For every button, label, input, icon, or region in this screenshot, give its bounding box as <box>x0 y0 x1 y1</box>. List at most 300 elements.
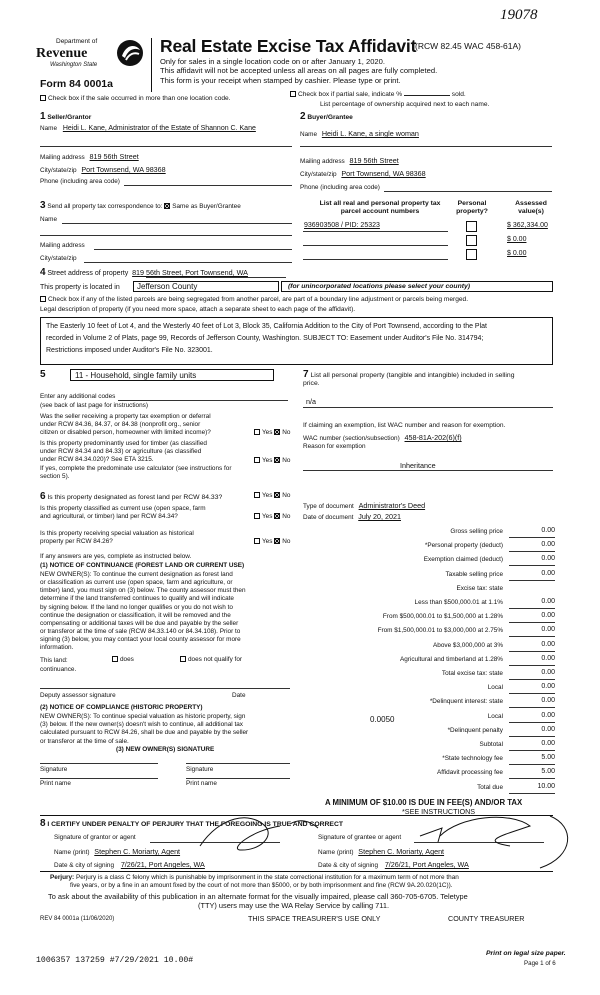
section-number: 8 <box>40 818 46 829</box>
cashier-stamp: 1006357 137259 #7/29/2021 10.00# <box>36 956 194 965</box>
label-line: List all personal property (tangible and intangible) included in selling <box>310 372 515 379</box>
section-number: 1 <box>40 111 46 122</box>
section-number: 4 <box>40 267 46 278</box>
print-name-line <box>40 778 158 779</box>
tax-row <box>265 727 555 737</box>
exemption-label: If claiming an exemption, list WAC number and reason for exemption. <box>303 422 506 429</box>
does-label: does <box>120 656 134 663</box>
yes-checkbox[interactable] <box>254 513 260 519</box>
question-line: Is this property predominantly used for timber (as classified <box>40 440 207 447</box>
page-number: Page 1 of 6 <box>524 960 556 967</box>
tax-row-underline <box>509 608 555 609</box>
county-select[interactable]: Jefferson County <box>133 281 279 292</box>
legal-paper-note: Print on legal size paper. <box>486 950 566 957</box>
street-value[interactable]: 819 56th Street, Port Townsend, WA <box>132 268 248 277</box>
tax-row <box>265 542 555 552</box>
print-name-label: Print name <box>186 780 217 787</box>
tax-row <box>265 642 555 652</box>
personal-header-line: property? <box>456 208 488 216</box>
tax-row-value[interactable]: 10.00 <box>537 782 555 790</box>
tax-row-label: Gross selling price <box>450 528 503 535</box>
seller-phone-row <box>40 178 120 186</box>
buyer-phone-row <box>300 184 380 192</box>
county-treasurer: COUNTY TREASURER <box>448 914 525 923</box>
tax-row-value[interactable]: 0.00 <box>541 541 555 549</box>
see-instructions: *SEE INSTRUCTIONS <box>402 807 476 816</box>
tax-row <box>265 556 555 566</box>
tax-row <box>265 698 555 708</box>
personal-property-value[interactable]: n/a <box>306 397 316 406</box>
buyer-name-value[interactable]: Heidi L. Kane, a single woman <box>321 129 419 138</box>
no-label: No <box>282 492 291 499</box>
does-check[interactable] <box>112 656 134 664</box>
notice-line: determine if the land transferred continues to qualify and will indicate <box>40 595 234 603</box>
parcel-number[interactable]: 936903508 / PID: 25323 <box>304 222 380 229</box>
tax-row-value[interactable]: 5.00 <box>541 754 555 762</box>
seller-mailing-value[interactable]: 819 56th Street <box>89 152 139 161</box>
codes-line <box>118 400 288 401</box>
logo-state: Washington State <box>50 62 98 68</box>
tax-row-value[interactable]: 0.00 <box>541 626 555 634</box>
tax-row-label: Less than $500,000.01 at 1.1% <box>414 599 503 606</box>
blank-line <box>40 146 292 147</box>
tax-row-value[interactable]: 0.00 <box>541 697 555 705</box>
logo-department: Department of <box>56 38 98 45</box>
county-note: (for unincorporated locations please select your county) <box>281 281 553 292</box>
assessed-header-line: Assessed <box>515 200 547 207</box>
this-land-label: This land: <box>40 657 68 664</box>
logo-name: Revenue <box>36 46 88 61</box>
buyer-name-row <box>300 129 419 139</box>
tax-row-underline <box>509 580 555 581</box>
phone-line <box>124 185 292 186</box>
buyer-heading <box>300 111 353 124</box>
yes-label: Yes <box>262 492 273 499</box>
grantor-name-row <box>54 847 180 857</box>
tax-row-label: From $1,500,000.01 to $3,000,000 at 2.75% <box>377 627 503 635</box>
legal-description[interactable] <box>40 317 553 365</box>
tax-row <box>265 755 555 765</box>
use-code-select[interactable]: 11 - Household, single family units <box>70 369 274 381</box>
rcw-reference: (RCW 82.45 WAC 458-61A) <box>415 41 521 51</box>
seller-name-row <box>40 125 290 134</box>
no-checkbox[interactable] <box>274 457 280 463</box>
perjury-rule <box>40 871 553 872</box>
question-line: citizen or disabled person, homeowner with limited income)? <box>40 429 211 436</box>
tax-row-underline <box>509 764 555 765</box>
tax-row-label: From $500,000.01 to $1,500,000 at 1.28% <box>382 613 503 621</box>
field-label: Date & city of signing <box>54 862 115 869</box>
no-label: No <box>282 513 291 520</box>
field-label: Phone (including area code) <box>300 184 380 191</box>
print-name-label: Print name <box>40 780 71 787</box>
section-number: 5 <box>40 369 46 380</box>
yes-checkbox[interactable] <box>254 429 260 435</box>
subtitle-line: This form is your receipt when stamped by cashier. Please type or print. <box>160 75 401 85</box>
parcel-header <box>302 200 458 217</box>
notice-line: or transferor at the time of sale. <box>40 737 129 745</box>
tax-row <box>265 571 555 581</box>
doc-date-row <box>303 512 401 522</box>
notice-line: or classification as current use (open space, farm and agriculture, or <box>40 579 233 587</box>
doc-date-value[interactable]: July 20, 2021 <box>358 512 401 521</box>
parcel-line <box>303 245 448 246</box>
yes-label: Yes <box>262 513 273 520</box>
notice-line: or transferor at the time of sale (RCW 84.33.140 or 84.34.108). Prior to <box>40 628 241 636</box>
tax-row-label: Agricultural and timberland at 1.28% <box>399 655 503 663</box>
personal-property-checkbox[interactable] <box>466 249 477 260</box>
section-number: 7 <box>303 369 309 380</box>
no-checkbox[interactable] <box>274 492 280 498</box>
partial-sold-label: sold. <box>451 91 466 98</box>
notice-line: continue the designation or classification, it will be removed and the <box>40 611 231 619</box>
checkbox[interactable] <box>40 296 46 302</box>
field-label: Name <box>40 216 58 223</box>
field-label: City/state/zip <box>40 255 77 262</box>
handwritten-number: 19078 <box>500 7 538 23</box>
located-label: This property is located in <box>40 284 120 291</box>
partial-pct-field[interactable] <box>404 95 450 96</box>
tax-row <box>265 670 555 680</box>
note-line: If yes, complete the predominate use calculator (see instructions for <box>40 465 232 472</box>
section-title: Buyer/Grantee <box>307 114 353 121</box>
same-as-buyer-label: Same as Buyer/Grantee <box>172 203 241 210</box>
grantor-name-value[interactable]: Stephen C. Moriarty, Agent <box>94 847 181 856</box>
partial-list-note: List percentage of ownership acquired next to each name. <box>320 101 490 108</box>
reason-value[interactable]: Inheritance <box>400 461 436 470</box>
deputy-line <box>40 688 290 689</box>
legal-line: The Easterly 10 feet of Lot 4, and the Westerly 40 feet of Lot 3, Block 35, California Addition to the City of Port Townsend, according to the Plat <box>46 323 487 330</box>
no-checkbox[interactable] <box>274 513 280 519</box>
partial-sale-label: Check box if partial sale, indicate % <box>298 91 403 98</box>
tax-row-label: Subtotal <box>479 741 503 748</box>
continuance-label: continuance. <box>40 666 77 673</box>
question-line: under RCW 84.36, 84.37, or 84.38 (nonprofit org., senior <box>40 421 201 428</box>
personal-property-checkbox[interactable] <box>466 221 477 232</box>
assessed-value[interactable]: $ 0.00 <box>507 236 527 243</box>
grantee-sig-label: Signature of grantee or agent <box>318 834 402 841</box>
tax-row-value[interactable]: 0.00 <box>541 740 555 747</box>
tax-row-underline <box>509 665 555 666</box>
legal-label: Legal description of property (if you need more space, attach a separate sheet to each page of the affidavit). <box>40 306 356 313</box>
question-line: Was the seller receiving a property tax exemption or deferral <box>40 413 211 420</box>
buyer-mailing-row <box>300 156 399 166</box>
multi-location-check[interactable] <box>40 95 231 103</box>
partial-sale-check[interactable] <box>290 91 466 99</box>
personal-property-checkbox[interactable] <box>466 235 477 246</box>
field-label: WAC number (section/subsection) <box>303 435 400 442</box>
tax-row-underline <box>509 551 555 552</box>
deputy-label: Deputy assessor signature <box>40 692 116 699</box>
tax-row-label: Taxable selling price <box>445 570 503 578</box>
accessibility-note-2: (TTY) users may use the WA Relay Service by calling 711. <box>198 901 389 910</box>
form-title: Real Estate Excise Tax Affidavit <box>160 36 417 56</box>
question-line: Is this property designated as forest land per RCW 84.33? <box>47 494 223 501</box>
field-label: Name (print) <box>318 849 354 856</box>
tax-row <box>265 528 555 538</box>
tax-row-value[interactable]: 0.00 <box>541 640 555 648</box>
field-label: Mailing address <box>40 154 85 161</box>
tax-row-value[interactable]: 0.00 <box>541 527 555 534</box>
tax-row-value[interactable]: 5.00 <box>541 768 555 776</box>
tax-row-label: Excise tax: state <box>456 584 503 592</box>
no-label: No <box>282 429 291 436</box>
legal-line: recorded in Volume 2 of Plats, page 99, Records of Jefferson County, Washington. SUBJECT TO: Easement under Auditor's File No. 314794; <box>46 334 484 342</box>
tax-row-underline <box>509 537 555 538</box>
question-line: under RCW 84.34.020)? See ETA 3215. <box>40 456 154 463</box>
buyer-city-value[interactable]: Port Townsend, WA 98368 <box>341 169 426 178</box>
field-label: City/state/zip <box>40 167 77 174</box>
tax-row-underline <box>509 736 555 737</box>
question-line: Is this property receiving special valuation as historical <box>40 530 194 537</box>
minimum-due: A MINIMUM OF $10.00 IS DUE IN FEE(S) AND/OR TAX <box>325 798 523 807</box>
continuance-heading: (1) NOTICE OF CONTINUANCE (FOREST LAND OR CURRENT USE) <box>40 562 245 569</box>
forest-yes-no <box>254 492 290 500</box>
correspondence-row <box>40 200 241 213</box>
no-label: No <box>282 538 291 545</box>
tax-row-underline <box>509 778 555 779</box>
field-label: Name <box>40 125 58 132</box>
seller-name-value[interactable]: Heidi L. Kane, Administrator of the Estate of Shannon C. Kane <box>62 125 256 132</box>
seller-mailing-row <box>40 152 139 162</box>
doc-type-row <box>303 501 425 511</box>
question-line: Is this property classified as current use (open space, farm <box>40 505 206 512</box>
section-number: 3 <box>40 200 46 211</box>
blank-line <box>84 262 292 263</box>
tax-row-underline <box>509 693 555 694</box>
does-not-check[interactable] <box>180 656 242 664</box>
notice-line: compensating or additional taxes will be due and payable by the seller <box>40 619 239 627</box>
tax-row-value[interactable]: 0.00 <box>541 669 555 676</box>
street-label: Street address of property <box>47 270 129 277</box>
seller-city-row <box>40 165 166 175</box>
tax-row <box>265 599 555 609</box>
reason-label: Reason for exemption <box>303 443 366 450</box>
parcel-header-line: List all real and personal property tax <box>319 200 441 207</box>
notice-line: timber) land, you must sign on (3) below. The county assessor must then <box>40 587 246 595</box>
q1-yes-no <box>254 429 290 437</box>
tax-row-value[interactable]: 0.00 <box>541 711 555 719</box>
assessed-value[interactable]: $ 0.00 <box>507 250 527 257</box>
yes-checkbox[interactable] <box>254 538 260 544</box>
tax-row-label: *State technology fee <box>442 755 503 763</box>
no-checkbox[interactable] <box>274 429 280 435</box>
section-title: Seller/Grantor <box>47 114 92 121</box>
multi-location-label: Check box if the sale occurred in more than one location code. <box>48 95 231 102</box>
correspondence-label: Send all property tax correspondence to: <box>47 203 163 210</box>
tax-row <box>265 613 555 623</box>
local-rate: 0.0050 <box>370 715 395 724</box>
field-label: Date of document <box>303 514 354 521</box>
tax-row-label: *Delinquent penalty <box>447 726 503 734</box>
tax-row <box>265 784 555 794</box>
note-line: section 5). <box>40 473 70 480</box>
legal-line: Restrictions imposed under Auditor's File No. 323001. <box>46 346 213 354</box>
subtitle-line: Only for sales in a single location code on or after January 1, 2020. <box>160 57 385 66</box>
tax-row <box>265 585 555 595</box>
tax-row-value[interactable]: 0.00 <box>541 654 555 662</box>
tax-row-underline <box>509 636 555 637</box>
wac-row <box>303 433 462 443</box>
field-label: Name (print) <box>54 849 90 856</box>
personal-header <box>448 200 496 217</box>
tax-row <box>265 684 555 694</box>
tax-row-label: Affidavit processing fee <box>437 769 503 777</box>
certify-text: I CERTIFY UNDER PENALTY OF PERJURY THAT THE FOREGOING IS TRUE AND CORRECT <box>47 821 344 828</box>
historic-notice-heading: (2) NOTICE OF COMPLIANCE (HISTORIC PROPERTY) <box>40 704 203 711</box>
perjury-text: five years, or by a fine in an amount fixed by the court of not more than $5000, or by both imprisonment and fine (RCW 9A.20.020(1C)). <box>70 881 453 889</box>
section-number: 2 <box>300 111 306 122</box>
question-line: and agricultural, or timber) land per RCW 84.34? <box>40 513 178 520</box>
perjury-label: Perjury: <box>50 874 75 881</box>
assessed-value[interactable]: $ 362,334.00 <box>507 222 548 229</box>
does-not-label: does not qualify for <box>188 656 242 663</box>
question-line: property per RCW 84.26? <box>40 538 113 545</box>
tax-row <box>265 769 555 779</box>
tax-row-label: Total excise tax: state <box>441 670 503 677</box>
no-label: No <box>282 457 291 464</box>
phone-line <box>384 191 552 192</box>
notice-line: signing (3) below, you may contact your local county assessor for more <box>40 636 241 644</box>
grantee-date-value[interactable]: 7/26/21, Port Angeles, WA <box>384 860 469 869</box>
treasurer-use: THIS SPACE TREASURER'S USE ONLY <box>248 914 381 923</box>
buyer-city-row <box>300 169 426 179</box>
current-use-yes-no <box>254 513 290 521</box>
buyer-mailing-value[interactable]: 819 56th Street <box>349 156 399 165</box>
checkbox[interactable] <box>40 95 46 101</box>
assessed-header <box>502 200 560 217</box>
form-number: Form 84 0001a <box>40 78 113 90</box>
notice-line: by signing below. If the land no longer qualifies or you do not wish to <box>40 603 233 611</box>
question-line: under RCW 84.34 and 84.33) or agriculture (as classified <box>40 448 202 455</box>
tax-row-underline <box>509 679 555 680</box>
field-label: Date & city of signing <box>318 862 379 869</box>
parcel-line <box>303 231 448 232</box>
label-line: price. <box>303 380 320 387</box>
tax-row-underline <box>509 793 555 794</box>
blank-line <box>300 146 552 147</box>
personal-header-line: Personal <box>457 200 487 207</box>
signature-label: Signature <box>186 766 214 773</box>
segregated-check[interactable] <box>40 296 468 304</box>
tax-row-label: Exemption claimed (deduct) <box>423 556 503 564</box>
parcel-line <box>303 259 448 260</box>
notice-line: (3) below. If the new owner(s) doesn't wish to continue, all additional tax <box>40 721 243 729</box>
revenue-logo <box>36 38 144 78</box>
handwritten-signatures <box>180 806 580 876</box>
perjury-notice <box>50 874 560 889</box>
grantor-sig-label: Signature of grantor or agent <box>54 834 136 841</box>
tax-row-label: Total due <box>477 783 503 791</box>
notice-line: information. <box>40 644 74 652</box>
tax-row <box>265 656 555 666</box>
checkbox[interactable] <box>290 91 296 97</box>
personal-property-label <box>303 371 558 388</box>
q2-yes-no <box>254 457 290 465</box>
wac-value[interactable]: 458-81A-202(6)(f) <box>404 433 462 442</box>
blank-line <box>40 235 292 236</box>
tax-row-label: Local <box>487 712 503 720</box>
yes-checkbox[interactable] <box>254 492 260 498</box>
tax-row-label: Local <box>487 684 503 692</box>
tax-row-label: *Personal property (deduct) <box>424 542 503 550</box>
tax-row-value[interactable]: 0.00 <box>541 725 555 733</box>
checkbox[interactable] <box>180 656 186 662</box>
new-owner-heading: (3) NEW OWNER(S) SIGNATURE <box>116 746 215 753</box>
section5-number <box>40 369 46 382</box>
parcel-header-line: parcel account numbers <box>340 208 420 216</box>
tax-row-underline <box>509 565 555 566</box>
field-label: Mailing address <box>300 158 345 165</box>
tax-row-underline <box>509 750 555 751</box>
checkbox[interactable] <box>112 656 118 662</box>
yes-label: Yes <box>262 457 273 464</box>
tax-row-underline <box>509 651 555 652</box>
additional-codes-label: Enter any additional codes <box>40 393 116 400</box>
signature-line <box>40 763 158 764</box>
seller-heading <box>40 111 91 124</box>
header-divider <box>151 38 152 92</box>
deputy-date-label: Date <box>232 692 246 699</box>
street-line <box>146 277 286 278</box>
field-label: Phone (including area code) <box>40 178 120 185</box>
tax-row-value[interactable]: 0.00 <box>541 683 555 691</box>
tax-row <box>265 741 555 751</box>
yes-checkbox[interactable] <box>254 457 260 463</box>
notice-line: calculated pursuant to RCW 84.26, shall be due and payable by the seller <box>40 729 249 737</box>
codes-note: (see back of last page for instructions) <box>40 402 148 409</box>
blank-line <box>303 407 553 408</box>
notice-line: NEW OWNER(S): To continue the current designation as forest land <box>40 571 233 578</box>
tax-row-underline <box>509 707 555 708</box>
field-label: Type of document <box>303 503 354 510</box>
doc-type-value[interactable]: Administrator's Deed <box>358 501 426 510</box>
tax-row <box>265 713 555 723</box>
revenue-swoosh-icon <box>114 38 146 68</box>
perjury-text: Perjury is a class C felony which is punishable by imprisonment in the state correctional institution for a maximum term of not more than <box>75 874 459 881</box>
yes-label: Yes <box>262 538 273 545</box>
blank-line <box>94 249 292 250</box>
tax-computation <box>265 528 555 798</box>
field-label: Mailing address <box>40 242 85 249</box>
subtitle-line: This affidavit will not be accepted unless all areas on all pages are fully completed. <box>160 66 438 76</box>
field-label: City/state/zip <box>300 171 337 178</box>
timber-note <box>40 465 295 481</box>
tax-row-underline <box>509 622 555 623</box>
tax-row-value[interactable]: 0.00 <box>541 569 555 577</box>
seller-city-value[interactable]: Port Townsend, WA 98368 <box>81 165 166 174</box>
tax-row-label: Above $3,000,000 at 3% <box>433 641 503 649</box>
segregated-label: Check box if any of the listed parcels are being segregated from another parcel, are part of a boundary line adjustment or parcels being merged. <box>48 296 469 303</box>
grantor-date-value[interactable]: 7/26/21, Port Angeles, WA <box>120 860 205 869</box>
tax-row-label: *Delinquent interest: state <box>429 698 503 706</box>
forest-question <box>40 491 222 504</box>
section-number: 6 <box>40 491 46 502</box>
tax-row-value[interactable]: 0.00 <box>541 612 555 620</box>
form-subtitle <box>160 57 437 85</box>
revision: REV 84 0001a (11/06/2020) <box>40 916 115 922</box>
tax-row-value[interactable]: 0.00 <box>541 598 555 605</box>
grantee-name-value[interactable]: Stephen C. Moriarty, Agent <box>358 847 445 856</box>
tax-row-underline <box>509 722 555 723</box>
field-label: Name <box>300 131 318 138</box>
tax-row-value[interactable]: 0.00 <box>541 555 555 563</box>
assessed-header-line: value(s) <box>518 208 544 216</box>
notice-line: NEW OWNER(S): To continue special valuation as historic property, sign <box>40 713 246 720</box>
if-yes-note: If any answers are yes, complete as instructed below. <box>40 553 192 560</box>
checkbox-same-as-buyer[interactable] <box>164 203 170 209</box>
blank-line <box>303 470 553 471</box>
